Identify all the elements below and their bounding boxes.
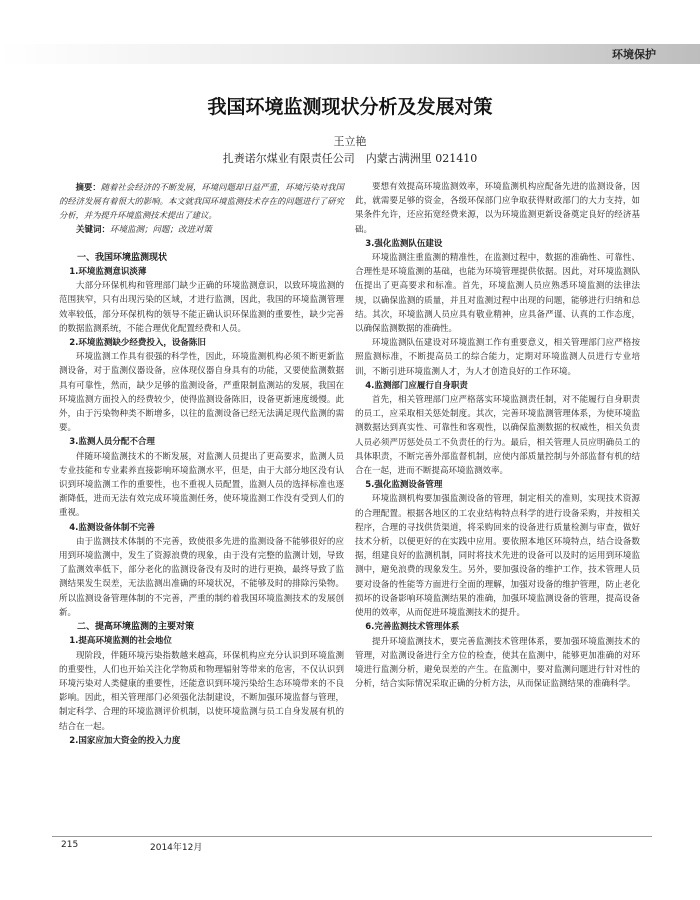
- page-number: 215: [61, 840, 79, 850]
- abstract-text: 随着社会经济的不断发展，环境问题却日益严重，环境污染对我国的经济发展有着很大的影响。本文就我国环境监测技术存在的问题进行了研究分析，并为提升环境监测技术提出了建议。: [59, 182, 344, 221]
- paragraph: 提升环境监测技术，要完善监测技术管理体系，要加强环境监测技术的管理，对监测设备进行全方位的检查，使其在监测中，能够更加准确的对环境进行监测分析，避免误差的产生。在监测中，要对监测问题进行针对性的分析，结合实际情况采取正确的分析方法，从而保证监测结果的准确科学。: [355, 636, 640, 690]
- abstract: [59, 180, 344, 223]
- abstract-label: 摘要：: [75, 182, 101, 192]
- paragraph: 首先，相关管理部门应严格落实环境监测责任制，对不能履行自身职责的员工，应采取相关惩处制度。其次，完善环境监测管理体系，为使环境监测数据达到真实性、可靠性和客观性，以确保监测数据的权威性，相关负责人员必须严厉惩处员工不负责任的行为。最后，相关管理人员应明确员工的具体职责，不断完善外部监督机制，应使内部质量控制与外部监督有机的结合在一起，进而不断提高环境监测效率。: [355, 395, 640, 477]
- paragraph: 环境监测队伍建设对环境监测工作有重要意义，相关管理部门应严格按照监测标准，不断提高员工的综合能力，定期对环境监测人员进行专业培训，不断引进环境监测人才，为人才创造良好的工作环境。: [355, 338, 640, 377]
- keywords: [59, 223, 344, 237]
- left-column: [59, 180, 344, 748]
- paragraph: 环境监测注重监测的精准性，在监测过程中，数据的准确性、可靠性、合理性是环境监测的基础，也能为环境管理提供依据。因此，对环境监测队伍提出了更高要求和标准。首先，环境监测人员应熟悉环境监测的法律法规，以确保监测的质量，并且对监测过程中出现的问题，能够进行归纳和总结。其次，环境监测人员应具有敬业精神，应具备严谨、认真的工作态度，以确保监测数据的准确性。: [355, 253, 640, 335]
- section-heading: 一、我国环境监测现状: [77, 252, 168, 263]
- paragraph: 伴随环境监测技术的不断发展，对监测人员提出了更高要求，监测人员专业技能和专业素养直接影响环境监测水平，但是，由于大部分地区没有认识到环境监测工作的重要性，也不重视人员配置，监测人员的选择标准也逐渐降低，进而无法有效完成环境监测任务，使环境监测工作没有受到人们的重视。: [59, 451, 344, 519]
- issue-date: 2014年12月: [150, 843, 203, 853]
- subsection-heading: 4.监测设备体制不完善: [69, 522, 155, 533]
- subsection-heading: 4.监测部门应履行自身职责: [365, 380, 468, 391]
- subsection-heading: 2.国家应加大资金的投入力度: [69, 735, 181, 746]
- paragraph: 要想有效提高环境监测效率，环境监测机构应配备先进的监测设备，因此，就需要足够的资金，各级环保部门应争取获得财政部门的大力支持，如果条件允许，还应拓宽经费来源，以为环境监测更新设备奠定良好的经济基础。: [355, 182, 640, 235]
- right-body: [355, 180, 640, 691]
- subsection-heading: 2.环境监测缺少经费投入，设备陈旧: [69, 338, 206, 349]
- subsection-heading: 1.提高环境监测的社会地位: [69, 636, 172, 647]
- paragraph: 环境监测工作具有很强的科学性，因此，环境监测机构必须不断更新监测设备，对于监测仪器设备，应体现仪器自身具有的功能，又要使监测数据具有可靠性，然而，缺少足够的监测设备，严重限制监测站的发展，我国在环境监测方面投入的经费较少，使得监测设备陈旧，设备更新速度缓慢。此外，由于污染物种类不断增多，以往的监测设备已经无法满足现代监测的需要。: [59, 352, 344, 434]
- footer-divider: [52, 836, 652, 837]
- right-column: [355, 180, 640, 691]
- keywords-label: 关键词：: [76, 224, 111, 235]
- header-bar: [0, 44, 700, 64]
- subsection-heading: 5.强化监测设备管理: [365, 480, 443, 491]
- keywords-text: 环境监测；问题；改进对策: [110, 224, 213, 235]
- section-heading: 二、提高环境监测的主要对策: [77, 622, 195, 633]
- left-body: [59, 251, 344, 748]
- section-label: 环境保护: [612, 48, 656, 61]
- subsection-heading: 3.监测人员分配不合理: [69, 437, 155, 448]
- subsection-heading: 3.强化监测队伍建设: [365, 238, 443, 249]
- paragraph: 由于监测技术体制的不完善，致使很多先进的监测设备不能够很好的应用到环境监测中，发生了资源浪费的现象，由于没有完整的监测计划，导致了监测效率低下，部分老化的监测设备没有及时的进行更换，最终导致了监测结果发生误差，无法监测出准确的环境状况，不能够及时的排除污染物。所以监测设备管理体制的不完善，严重的制约着我国环境监测技术的发展创新。: [59, 536, 344, 618]
- subsection-heading: 1.环境监测意识淡薄: [69, 267, 147, 278]
- subsection-heading: 6.完善监测技术管理体系: [365, 622, 460, 633]
- paragraph: 环境监测机构要加强监测设备的管理，制定相关的准则，实现技术资源的合理配置。根据各地区的工农业结构特点科学的进行设备采购，并按相关程序，合理的寻找供货渠道，将采购回来的设备进行质量检测与审查，做好技术分析，以便更好的在实践中应用。要依照本地区环境特点，结合设备数据，组建良好的监测机制，同时将技术先进的设备可以及时的运用到环境监测中，避免浪费的现象发生。另外，要加强设备的维护工作，技术管理人员要对设备的性能等方面进行全面的理解，加强对设备的维护管理，防止老化损坏的设备影响环境监测结果的准确，加强环境监测设备的管理，提高设备使用的效率，从而促进环境监测技术的提升。: [355, 494, 640, 619]
- paragraph: 现阶段，伴随环境污染指数越来越高，环保机构应充分认识到环境监测的重要性，人们也开始关注化学物质和物理辐射等带来的危害，不仅认识到环境污染对人类健康的重要性，还能意识到环境污染给生态环境带来的不良影响。因此，相关管理部门必须强化法制建设，不断加强环境监督与管理，制定科学、合理的环境监测评价机制，以使环境监测与员工自身发展有机的结合在一起。: [59, 650, 344, 732]
- paragraph: 大部分环保机构和管理部门缺少正确的环境监测意识，以致环境监测的范围狭窄，只有出现污染的区域，才进行监测，因此，我国的环境监测管理效率较低，部分环保机构的领导不能正确认识环保监测的重要性，缺少完善的数据监测系统，不能合理优化配置经费和人员。: [59, 281, 344, 334]
- author: 王立艳: [333, 135, 367, 148]
- page-title: 我国环境监测现状分析及发展对策: [207, 96, 493, 118]
- affiliation: 扎赉诺尔煤业有限责任公司 内蒙古满洲里 021410: [222, 152, 478, 165]
